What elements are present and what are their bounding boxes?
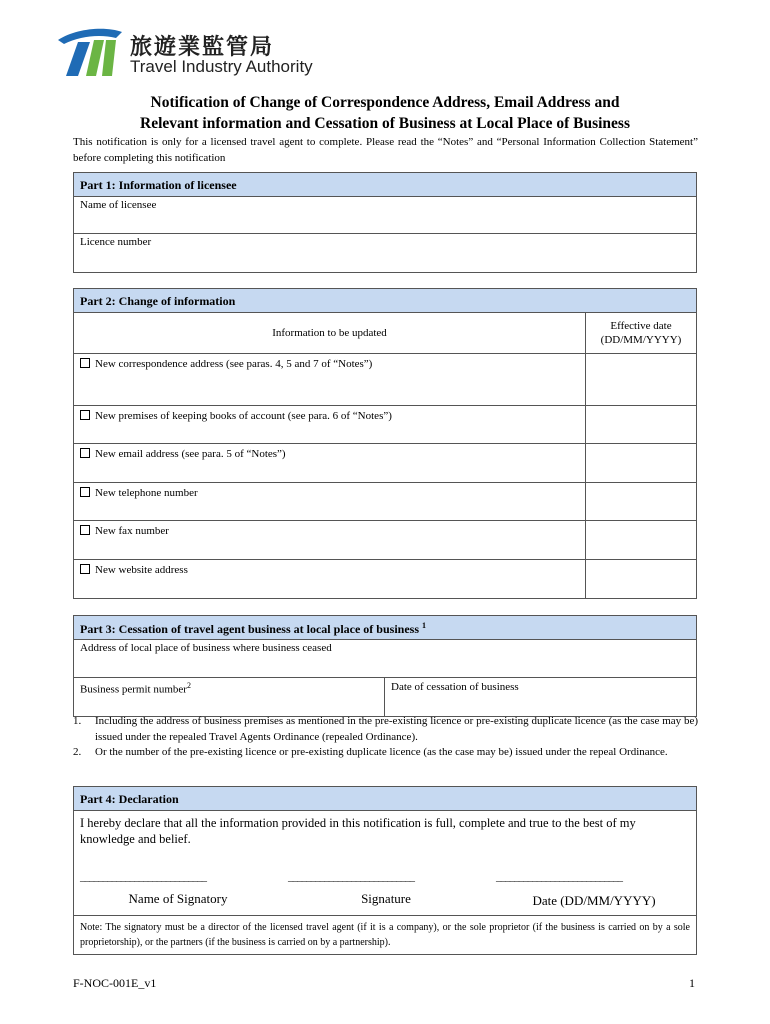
change-item-label: New telephone number [95,487,198,499]
checkbox[interactable] [80,410,90,420]
part2-table [74,313,696,598]
part3-split-row [74,678,696,716]
footnote-number: 2. [73,746,82,758]
checkbox[interactable] [80,487,90,497]
change-row-correspondence[interactable] [74,354,586,406]
checkbox[interactable] [80,358,90,368]
effective-date-cell[interactable] [586,406,696,444]
footnote-text: Or the number of the pre-existing licence or pre-existing duplicate licence (as the case may be) issued under the repeal Ordinance. [95,746,668,758]
effective-date-cell[interactable] [586,354,696,406]
title-line-1: Notification of Change of Correspondence Address, Email Address and [150,94,620,111]
effective-date-cell[interactable] [586,444,696,483]
signature-line[interactable]: ____________________________ [288,871,414,883]
licence-number-field[interactable] [74,234,696,272]
logo-chinese-text: 旅遊業監管局 [130,35,275,60]
change-row-website[interactable] [74,560,586,598]
part2-section [73,288,697,599]
change-item-label: New email address (see para. 5 of “Notes”) [95,448,286,460]
declaration-text: I hereby declare that all the information provided in this notification is full, complete and true to the best of my knowledge and belief. [80,816,636,846]
change-item-label: New website address [95,564,188,576]
change-row-premises[interactable] [74,406,586,444]
change-item-label: New correspondence address (see paras. 4, 5 and 7 of “Notes”) [95,358,373,370]
cessation-date-label: Date of cessation of business [391,681,519,693]
change-row-telephone[interactable] [74,483,586,521]
business-permit-label: Business permit number [80,683,187,696]
part4-heading: Part 4: Declaration [74,787,696,811]
footnote-ref-1: 1 [422,621,426,630]
effective-date-cell[interactable] [586,560,696,598]
footnote-ref-2: 2 [186,681,191,690]
page-number: 1 [689,976,695,990]
footnote-item [73,745,698,761]
form-code: F-NOC-001E_v1 [73,976,157,990]
cessation-date-field[interactable] [385,678,525,716]
change-row-email[interactable] [74,444,586,483]
effective-date-column-header: Effective date (DD/MM/YYYY) [586,313,696,354]
effective-date-cell[interactable] [586,483,696,521]
signature-label: Signature [361,891,411,906]
declaration-date-label: Date (DD/MM/YYYY) [532,893,656,908]
checkbox[interactable] [80,525,90,535]
name-signatory-line[interactable]: ____________________________ [80,871,206,883]
title-line-2: Relevant information and Cessation of Business at Local Place of Business [140,115,630,132]
part3-section [73,615,697,717]
footnote-text: Including the address of business premises as mentioned in the pre-existing licence or pre-existing duplicate licence (as the case may be) issued under the repealed Travel Agents Ordinance (repealed Ordinance). [95,715,698,743]
footnote-number: 1. [73,715,82,727]
logo-english-text: Travel Industry Authority [130,57,313,76]
licence-number-label: Licence number [80,236,152,248]
licensee-name-field[interactable] [74,197,696,234]
footnote-item [73,714,698,745]
ceased-address-field[interactable] [74,640,696,678]
change-item-label: New premises of keeping books of account (see para. 6 of “Notes”) [95,410,392,422]
change-item-label: New fax number [95,525,169,537]
checkbox[interactable] [80,564,90,574]
checkbox[interactable] [80,448,90,458]
part4-section [73,786,697,955]
effective-date-cell[interactable] [586,521,696,560]
declaration-area [74,811,696,916]
licensee-name-label: Name of licensee [80,199,157,211]
ceased-address-label: Address of local place of business where business ceased [80,642,332,654]
tia-logo-icon [56,26,126,78]
part3-heading [74,616,696,640]
part3-heading-text: Part 3: Cessation of travel agent business at local place of business [80,622,419,636]
change-row-fax[interactable] [74,521,586,560]
name-signatory-label: Name of Signatory [128,891,228,906]
part1-heading: Part 1: Information of licensee [74,173,696,197]
info-column-header: Information to be updated [74,313,586,354]
part2-heading: Part 2: Change of information [74,289,696,313]
part1-section [73,172,697,273]
footnotes [73,714,698,761]
intro-text: This notification is only for a licensed travel agent to complete. Please read the “Notes” and “Personal Information Collection Statement” before completing this notification [73,136,698,164]
page-title [0,92,770,134]
declaration-date-line[interactable]: ____________________________ [496,871,622,883]
signatory-note: Note: The signatory must be a director of the licensed travel agent (if it is a company), or the sole proprietor (if the business is carried on by a sole proprietorship), or the partners (if the business is carried on by a partnership). [80,922,690,948]
business-permit-field[interactable] [74,678,385,716]
